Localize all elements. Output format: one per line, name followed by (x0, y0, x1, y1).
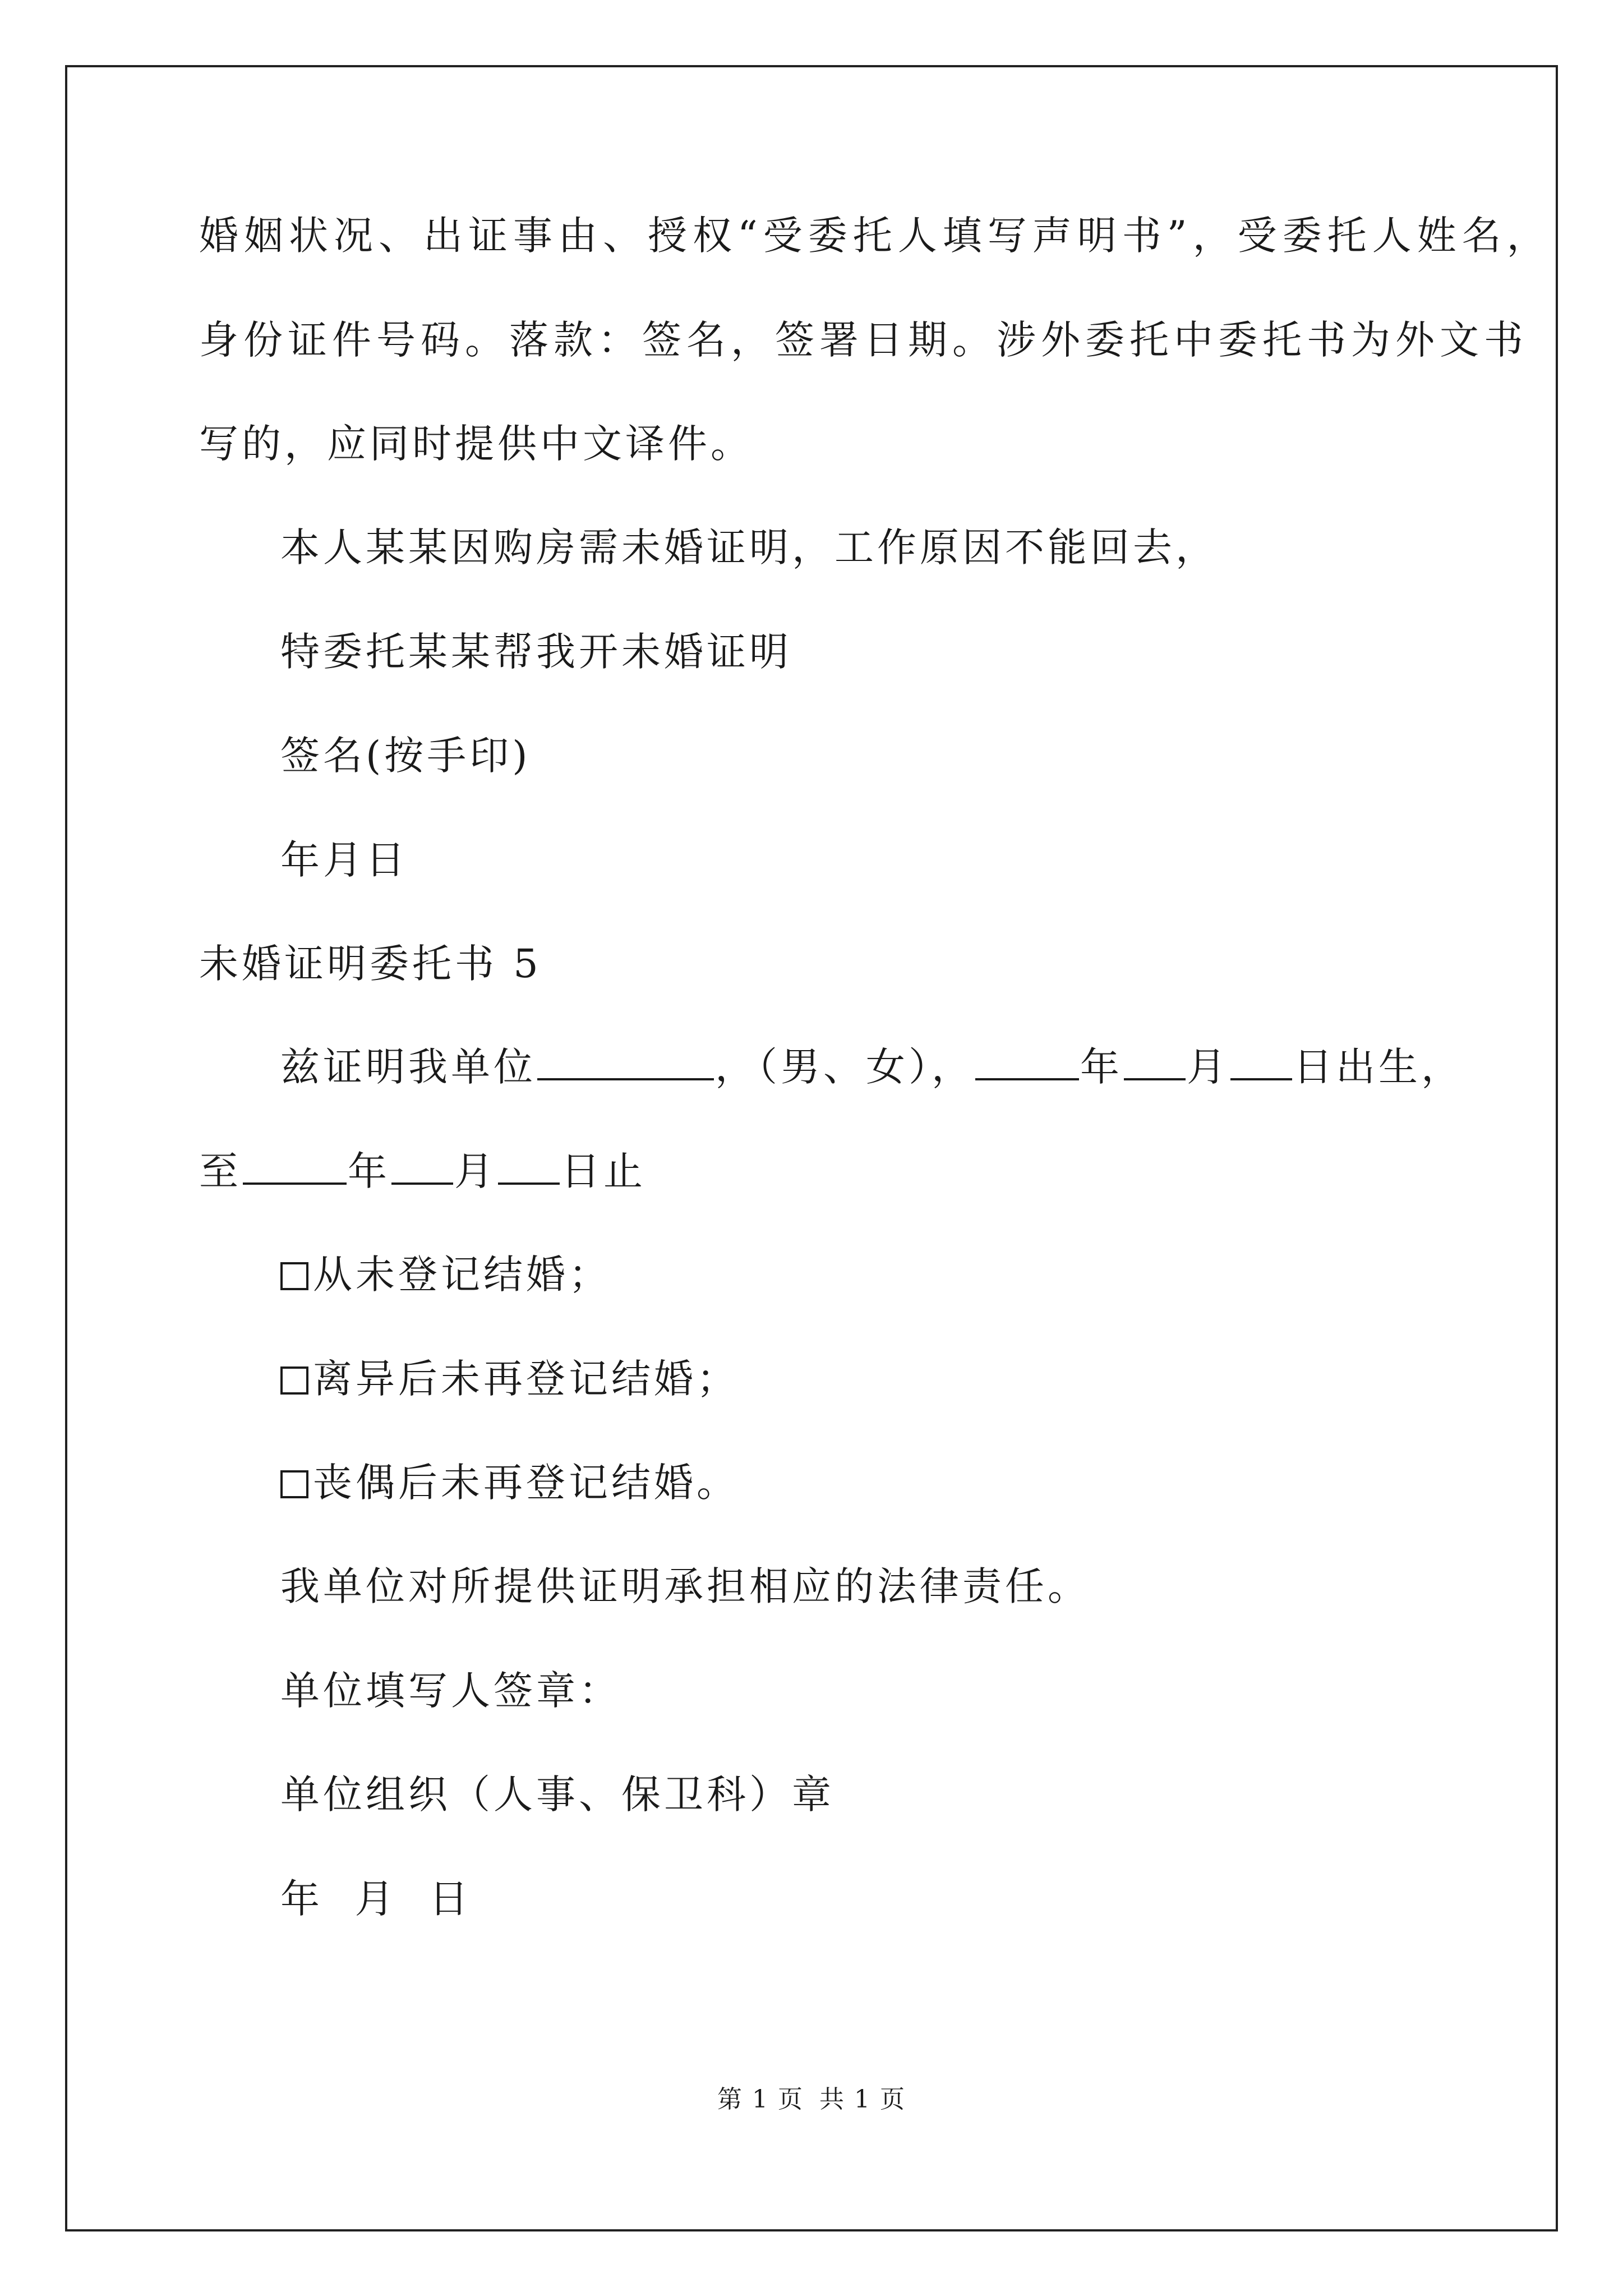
certificate-prefix: 兹证明我单位 (280, 1044, 536, 1090)
signer-label: 单位填写人签章： (280, 1668, 621, 1714)
option-divorced (280, 1351, 739, 1407)
option-label: 丧偶后未再登记结婚。 (313, 1460, 739, 1506)
year-text: 年 (348, 1148, 390, 1194)
liability-statement: 我单位对所提供证明承担相应的法律责任。 (280, 1563, 1090, 1609)
section-heading: 未婚证明委托书 5 (199, 941, 542, 987)
option-label: 离异后未再登记结婚； (313, 1356, 739, 1402)
until-text: 日止 (561, 1148, 646, 1194)
month-text: 月 (454, 1148, 497, 1194)
checkbox-icon[interactable] (280, 1366, 308, 1395)
certificate-date: 年 月 日 (280, 1876, 472, 1922)
text-line: 婚姻状况、出证事由、授权“受委托人填写声明书”，受委托人姓名， (199, 213, 1552, 259)
certificate-line-1 (280, 1039, 1464, 1095)
text-line: 身份证件号码。落款：签名，签署日期。涉外委托中委托书为外文书 (199, 317, 1528, 363)
option-label: 从未登记结婚； (313, 1251, 611, 1297)
name-blank[interactable] (537, 1039, 714, 1080)
text-line: 特委托某某帮我开未婚证明 (280, 629, 792, 675)
option-widowed (280, 1455, 739, 1511)
birth-day-blank[interactable] (1230, 1039, 1292, 1080)
signature-line: 签名(按手印) (280, 733, 531, 779)
birth-year-blank[interactable] (975, 1039, 1079, 1080)
option-never-married (280, 1246, 611, 1303)
until-month-blank[interactable] (391, 1143, 453, 1185)
date-line: 年月日 (280, 837, 408, 883)
until-prefix: 至 (199, 1148, 242, 1194)
text-line: 写的，应同时提供中文译件。 (199, 421, 753, 467)
until-day-blank[interactable] (498, 1143, 560, 1185)
page-number: 第 1 页 (717, 2085, 804, 2114)
until-year-blank[interactable] (243, 1143, 347, 1185)
gender-text: ，（男、女）， (715, 1044, 974, 1090)
seal-label: 单位组织（人事、保卫科）章 (280, 1772, 834, 1818)
text-line: 本人某某因购房需未婚证明，工作原因不能回去， (280, 524, 1218, 570)
checkbox-icon[interactable] (280, 1470, 308, 1498)
born-text: 日出生， (1293, 1044, 1464, 1090)
month-text: 月 (1187, 1044, 1229, 1090)
certificate-line-2 (199, 1143, 646, 1199)
checkbox-icon[interactable] (280, 1262, 308, 1290)
page-footer (0, 2083, 1623, 2116)
year-text: 年 (1080, 1044, 1123, 1090)
page-total: 共 1 页 (819, 2085, 906, 2114)
birth-month-blank[interactable] (1124, 1039, 1186, 1080)
